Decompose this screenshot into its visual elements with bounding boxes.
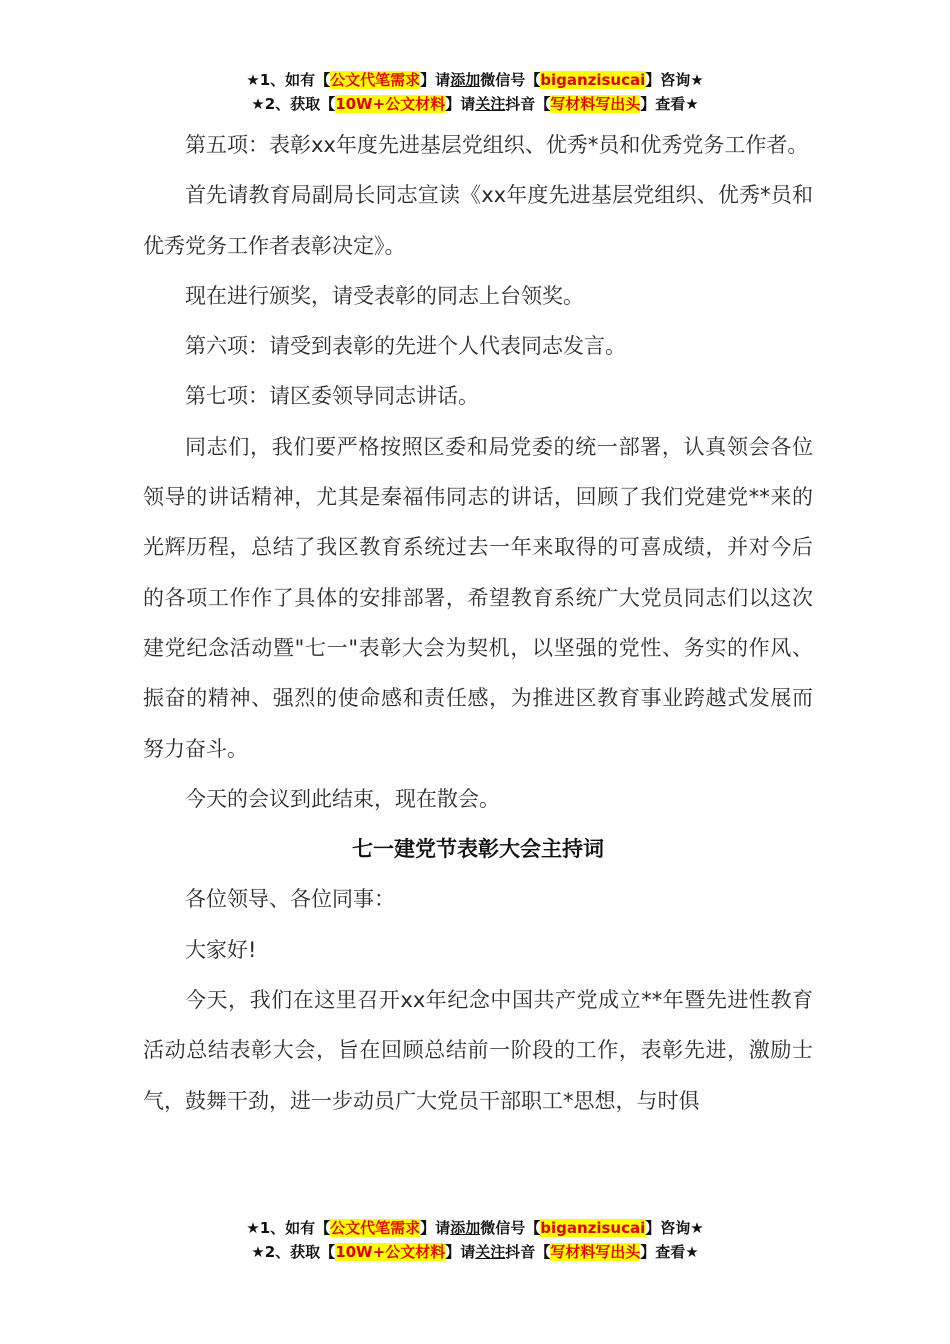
footer-promo-banner — [0, 1216, 950, 1264]
section-title: 七一建党节表彰大会主持词 — [352, 837, 604, 862]
paragraph: 首先请教育局副局长同志宣读《xx年度先进基层党组织、优秀*员和优秀党务工作者表彰决定》。 — [143, 183, 813, 258]
promo-douyin-id: 写材料写出头 — [550, 1243, 641, 1261]
document-body — [143, 120, 813, 1126]
promo-text: ★2、获取【 — [251, 1243, 336, 1261]
promo-text: 】查看★ — [640, 95, 699, 113]
promo-highlight: 公文代笔需求 — [330, 1219, 421, 1237]
promo-underline: 关注 — [475, 95, 506, 113]
paragraph: 各位领导、各位同事： — [185, 887, 395, 912]
promo-line-2 — [0, 92, 950, 116]
promo-wechat-id: biganzisucai — [540, 71, 646, 89]
promo-text: ★1、如有【 — [246, 1219, 331, 1237]
paragraph: 大家好! — [185, 937, 257, 962]
promo-line-2 — [0, 1240, 950, 1264]
paragraph: 今天的会议到此结束，现在散会。 — [185, 786, 500, 811]
promo-highlight: 10W+公文材料 — [335, 95, 446, 113]
paragraph: 第五项：表彰xx年度先进基层党组织、优秀*员和优秀党务工作者。 — [185, 133, 809, 157]
promo-underline: 添加 — [450, 71, 481, 89]
promo-highlight: 10W+公文材料 — [335, 1243, 446, 1261]
paragraph: 第六项：请受到表彰的先进个人代表同志发言。 — [185, 334, 626, 359]
promo-text: 】查看★ — [640, 1243, 699, 1261]
promo-underline: 关注 — [475, 1243, 506, 1261]
promo-text: 】请 — [420, 1219, 451, 1237]
promo-text: 抖音【 — [505, 1243, 551, 1261]
paragraph: 第七项：请区委领导同志讲话。 — [185, 384, 479, 409]
paragraph: 今天，我们在这里召开xx年纪念中国共产党成立**年暨先进性教育活动总结表彰大会，旨在回顾总结前一阶段的工作，表彰先进，激励士气，鼓舞干劲，进一步动员广大党员干部职工*思想，与时俱 — [143, 988, 813, 1113]
promo-text: 】咨询★ — [645, 71, 704, 89]
paragraph: 同志们，我们要严格按照区委和局党委的统一部署，认真领会各位领导的讲话精神，尤其是秦福伟同志的讲话，回顾了我们党建党**来的光辉历程，总结了我区教育系统过去一年来取得的可喜成绩，并对今后的各项工作作了具体的安排部署，希望教育系统广大党员同志们以这次建党纪念活动暨"七一"表彰大会为契机，以坚强的党性、务实的作风、振奋的精神、强烈的使命感和责任感，为推进区教育事业跨越式发展而努力奋斗。 — [143, 434, 813, 761]
promo-highlight: 公文代笔需求 — [330, 71, 421, 89]
promo-text: ★2、获取【 — [251, 95, 336, 113]
promo-douyin-id: 写材料写出头 — [550, 95, 641, 113]
paragraph: 现在进行颁奖，请受表彰的同志上台领奖。 — [185, 283, 584, 308]
promo-text: 】请 — [420, 71, 451, 89]
promo-text: 微信号【 — [480, 71, 541, 89]
promo-text: 抖音【 — [505, 95, 551, 113]
promo-underline: 添加 — [450, 1219, 481, 1237]
promo-text: 】请 — [445, 95, 476, 113]
promo-text: 】请 — [445, 1243, 476, 1261]
promo-line-1 — [0, 1216, 950, 1240]
promo-wechat-id: biganzisucai — [540, 1219, 646, 1237]
promo-line-1 — [0, 68, 950, 92]
promo-text: 微信号【 — [480, 1219, 541, 1237]
header-promo-banner — [0, 68, 950, 116]
promo-text: ★1、如有【 — [246, 71, 331, 89]
promo-text: 】咨询★ — [645, 1219, 704, 1237]
